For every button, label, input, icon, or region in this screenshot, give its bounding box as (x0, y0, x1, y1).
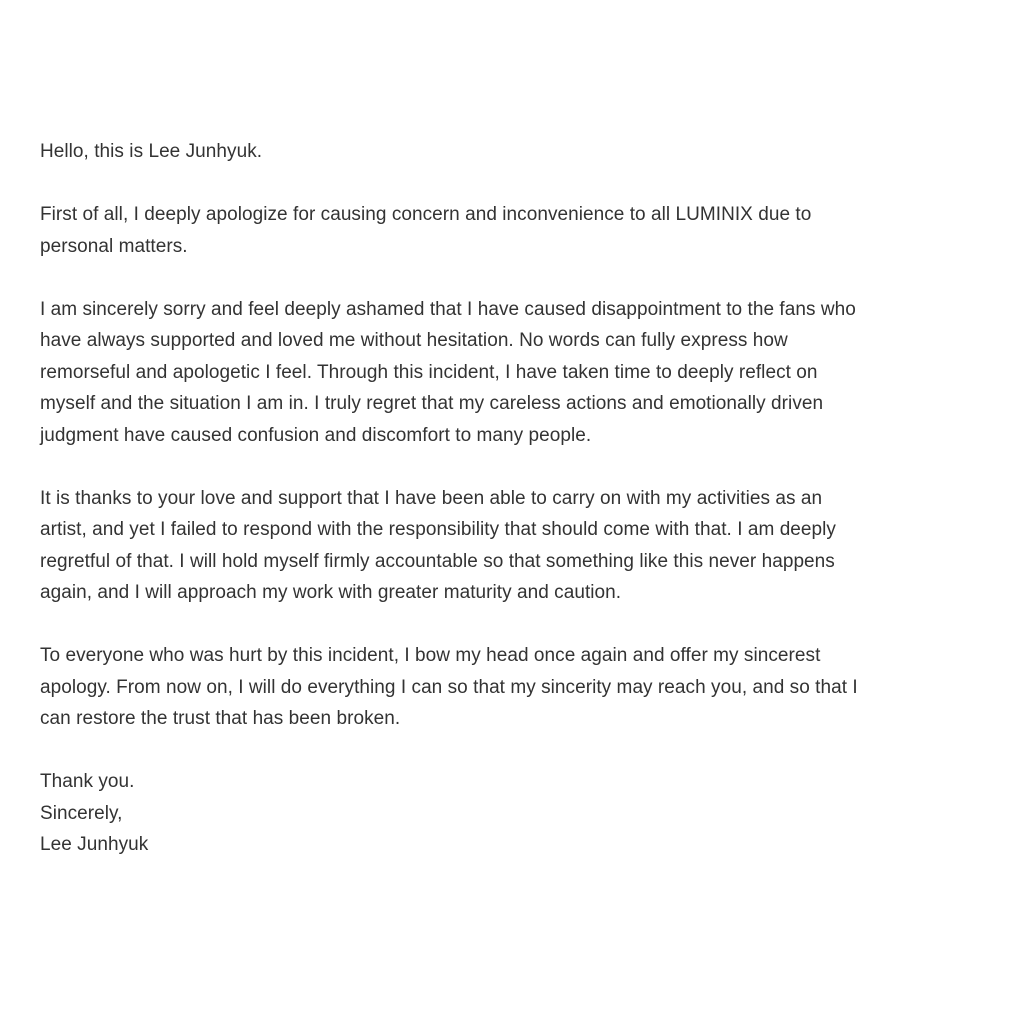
paragraph-1-line: personal matters. (40, 235, 188, 257)
closing (40, 766, 990, 861)
paragraph-4-line: To everyone who was hurt by this incident, I bow my head once again and offer my sincerest (40, 645, 821, 666)
paragraph-3-line: It is thanks to your love and support that I have been able to carry on with my activities as an (40, 487, 823, 509)
paragraph-2 (40, 294, 990, 452)
paragraph-2-line: remorseful and apologetic I feel. Through this incident, I have taken time to deeply reflect on (40, 361, 818, 383)
paragraph-3-line: artist, and yet I failed to respond with the responsibility that should come with that. I am deeply (40, 519, 836, 540)
paragraph-3-line: regretful of that. I will hold myself firmly accountable so that something like this never happens (40, 550, 835, 572)
signature: Lee Junhyuk (40, 834, 149, 855)
paragraph-2-line: I am sincerely sorry and feel deeply ashamed that I have caused disappointment to the fans who (40, 298, 856, 320)
paragraph-4-line: can restore the trust that has been broken. (40, 708, 401, 729)
paragraph-3-line: again, and I will approach my work with greater maturity and caution. (40, 582, 622, 603)
paragraph-2-line: have always supported and loved me without hesitation. No words can fully express how (40, 330, 788, 351)
closing-thanks: Thank you. (40, 771, 135, 792)
paragraph-2-line: judgment have caused confusion and discomfort to many people. (40, 424, 592, 446)
paragraph-4 (40, 640, 990, 735)
greeting-line: Hello, this is Lee Junhyuk. (40, 141, 263, 162)
paragraph-4-line: apology. From now on, I will do everything I can so that my sincerity may reach you, and so that I (40, 676, 858, 698)
paragraph-1 (40, 199, 990, 262)
paragraph-1-line: First of all, I deeply apologize for causing concern and inconvenience to all LUMINIX due to (40, 204, 812, 225)
apology-letter (40, 136, 990, 892)
paragraph-3 (40, 483, 990, 609)
closing-sign-off: Sincerely, (40, 802, 123, 824)
paragraph-2-line: myself and the situation I am in. I truly regret that my careless actions and emotionally driven (40, 393, 824, 414)
greeting (40, 136, 990, 168)
